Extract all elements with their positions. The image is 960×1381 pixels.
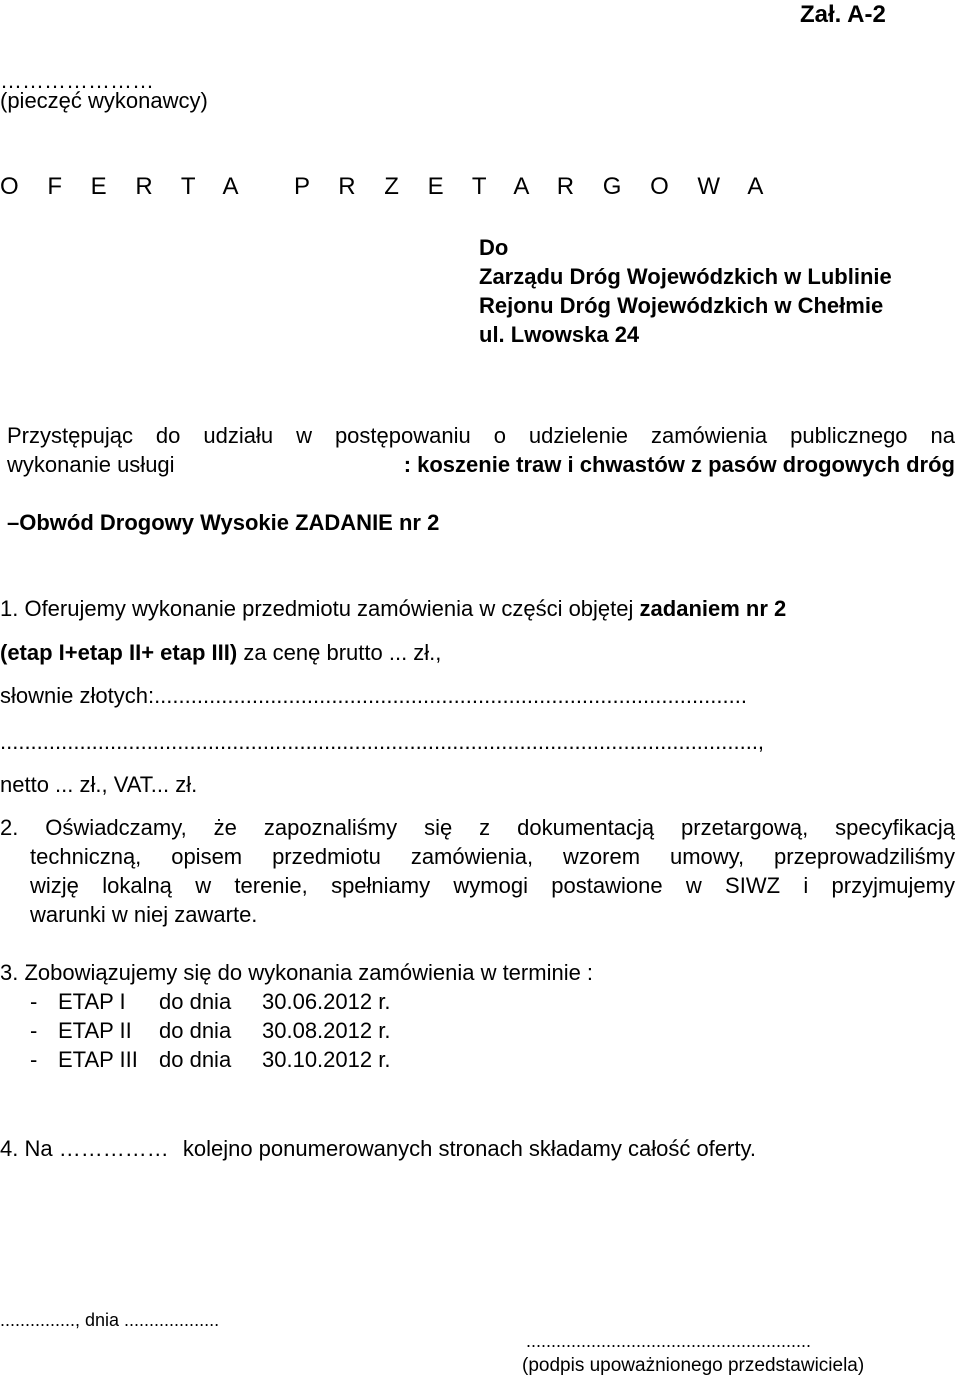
addressee-line-2: Zarządu Dróg Wojewódzkich w Lublinie [479,264,892,289]
intro-line-2-normal: wykonanie usługi [7,452,175,477]
stage-name: ETAP III [58,1047,138,1072]
point-1-line-5: netto ... zł., VAT... zł. [0,772,198,797]
point-1-line-2-bold: (etap I+etap II+ etap III) [0,640,238,665]
stamp-caption: (pieczęć wykonawcy) [0,88,208,113]
stage-date: 30.10.2012 r. [262,1047,391,1072]
point-4-line [0,1134,756,1163]
stage-label: do dnia [159,1047,232,1072]
stage-name: ETAP I [58,989,126,1014]
point-2-line-1: 2. Oświadczamy, że zapoznaliśmy się z dokumentacją przetargową, specyfikacją [0,815,955,840]
addressee-line-4: ul. Lwowska 24 [479,322,640,347]
addressee-line-1: Do [479,235,509,260]
point-2-line-3: wizję lokalną w terenie, spełniamy wymogi postawione w SIWZ i przyjmujemy [30,873,955,898]
stage-row [0,1045,600,1074]
date-line: ..............., dnia ................... [0,1310,220,1330]
point-4-prefix: 4. Na [0,1136,53,1161]
title-oferta: O F E R T A [0,173,250,200]
stamp-dots: ………………… [0,68,154,93]
stage-row [0,1016,600,1045]
point-1-line-4: ............................................................................................................................, [0,729,765,754]
point-3-line-1: 3. Zobowiązujemy się do wykonania zamówienia w terminie : [0,960,594,985]
stage-dash: - [30,989,38,1014]
signature-caption: (podpis upoważnionego przedstawiciela) [522,1355,865,1376]
stage-date: 30.06.2012 r. [262,989,391,1014]
stage-dash: - [30,1018,38,1043]
stage-label: do dnia [159,1018,232,1043]
intro-line-2 [7,450,955,479]
stage-dash: - [30,1047,38,1072]
stage-row [0,987,600,1016]
intro-line-2-bold: : koszenie traw i chwastów z pasów drogowych dróg [403,452,955,477]
point-1-line-1 [0,594,786,623]
point-2-line-4: warunki w niej zawarte. [30,902,258,927]
signature-dots: ......................................................... [526,1331,812,1351]
point-1-line-2 [0,638,441,667]
addressee-line-3: Rejonu Dróg Wojewódzkich w Chełmie [479,293,884,318]
stage-name: ETAP II [58,1018,132,1043]
point-2-line-2: techniczną, opisem przedmiotu zamówienia, wzorem umowy, przeprowadziliśmy [30,844,955,869]
point-1-line-1-normal: 1. Oferujemy wykonanie przedmiotu zamówienia w części objętej [0,596,634,621]
intro-line-1: Przystępując do udziału w postępowaniu o udzielenie zamówienia publicznego na [7,423,955,448]
point-1-line-2-normal: za cenę brutto ... zł., [243,640,442,665]
point-4-dots: …………… [58,1136,169,1161]
title-przetargowa: P R Z E T A R G O W A [294,173,775,200]
stage-label: do dnia [159,989,232,1014]
point-4-rest: kolejno ponumerowanych stronach składamy całość oferty. [182,1136,756,1161]
annex-label: Zał. A-2 [800,1,886,28]
stage-date: 30.08.2012 r. [262,1018,391,1043]
intro-line-4: –Obwód Drogowy Wysokie ZADANIE nr 2 [7,510,440,535]
point-1-line-3: słownie złotych:................................................................................................. [0,683,747,708]
point-1-line-1-bold: zadaniem nr 2 [639,596,787,621]
